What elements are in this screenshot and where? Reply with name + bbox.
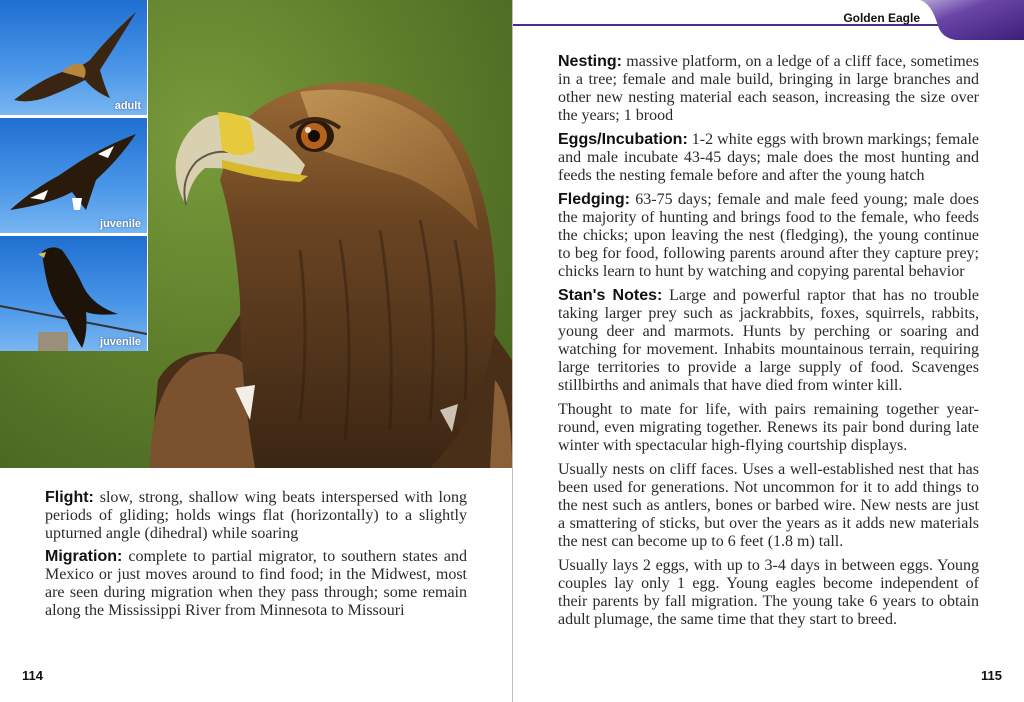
section-text: 1-2 white eggs with brown markings; female and male incubate 43-45 days; male does the most hunting and feeds the nesting female before and after the young hatch: [558, 131, 979, 184]
fledging-section: [558, 191, 979, 281]
thumbnail-juvenile-flight: [0, 118, 147, 233]
nesting-section: [558, 53, 979, 125]
thumbnail-caption: juvenile: [100, 218, 141, 230]
section-term: Eggs/Incubation:: [558, 131, 688, 148]
section-text: 63-75 days; female and male feed young; male does the majority of hunting and brings food to the female, who feeds the chicks; upon leaving the nest (fledging), the young continue to beg for food, following parents around after they capture prey; chicks learn to hunt by watching and copying parental behavior: [558, 191, 979, 280]
section-text: Large and powerful raptor that has no trouble taking larger prey such as jackrabbits, foxes, squirrels, rabbits, young deer and marmots. Hunts by perching or soaring and watching for movement. Inhabits mountainous terrain, requiring large territories to provide a large supply of food. Scavenges stillbirths and animals that have died from winter kill.: [558, 287, 979, 394]
section-text: massive platform, on a ledge of a cliff face, sometimes in a tree; female and male build, bringing in large branches and other new nesting material each season, increasing the size over the years; 1 brood: [558, 53, 979, 124]
eagle-portrait-photo: [0, 0, 512, 468]
species-header: Golden Eagle: [843, 11, 920, 25]
eggs-incubation-section: [558, 131, 979, 185]
notes-paragraph: Usually lays 2 eggs, with up to 3-4 days in between eggs. Young couples lay only 1 egg. Young eagles become independent of their parents by fall migration. The young take 6 years to obtain adult plumage, the same time that they start to breed.: [558, 557, 979, 628]
flight-section: [45, 489, 467, 543]
right-page-text: [558, 53, 979, 635]
right-page: [512, 0, 1024, 702]
section-term: Nesting:: [558, 53, 622, 70]
migration-section: [45, 548, 467, 620]
section-text: complete to partial migrator, to southern states and Mexico or just moves around to find food; in the Midwest, most are seen during migration when they pass through; some remain along the Mississippi River from Minnesota to Missouri: [45, 548, 467, 619]
thumbnail-caption: juvenile: [100, 336, 141, 348]
adult-eagle-flight-image: [0, 0, 147, 115]
page-number-right: 115: [981, 668, 1002, 683]
thumbnail-adult-flight: [0, 0, 147, 115]
page-number-left: 114: [22, 668, 43, 683]
thumbnail-column: [0, 0, 148, 351]
thumbnail-juvenile-perched: [0, 236, 147, 351]
section-term: Flight:: [45, 489, 94, 506]
notes-paragraph: Usually nests on cliff faces. Uses a well-established nest that has been used for generations. Not uncommon for it to add things to the nest such as antlers, bones or barbed wire. New nests are just a smattering of sticks, but over the years as it adds new materials the nest can become up to 6 feet (1.8 m) tall.: [558, 461, 979, 550]
juvenile-eagle-flight-image: [0, 118, 147, 233]
left-page-text: [45, 489, 467, 625]
section-term: Stan's Notes:: [558, 287, 663, 304]
purple-section-tab: [920, 0, 1024, 40]
section-term: Migration:: [45, 548, 123, 565]
section-term: Fledging:: [558, 191, 630, 208]
stans-notes-section: [558, 287, 979, 395]
section-text: slow, strong, shallow wing beats interspersed with long periods of gliding; holds wings flat (horizontally) to a slightly upturned angle (dihedral) while soaring: [45, 489, 467, 542]
notes-paragraph: Thought to mate for life, with pairs remaining together year-round, even migrating together. Renews its pair bond during late winter with spectacular high-flying courtship displays.: [558, 401, 979, 454]
thumbnail-caption: adult: [114, 100, 141, 112]
juvenile-eagle-perched-image: [0, 236, 147, 351]
